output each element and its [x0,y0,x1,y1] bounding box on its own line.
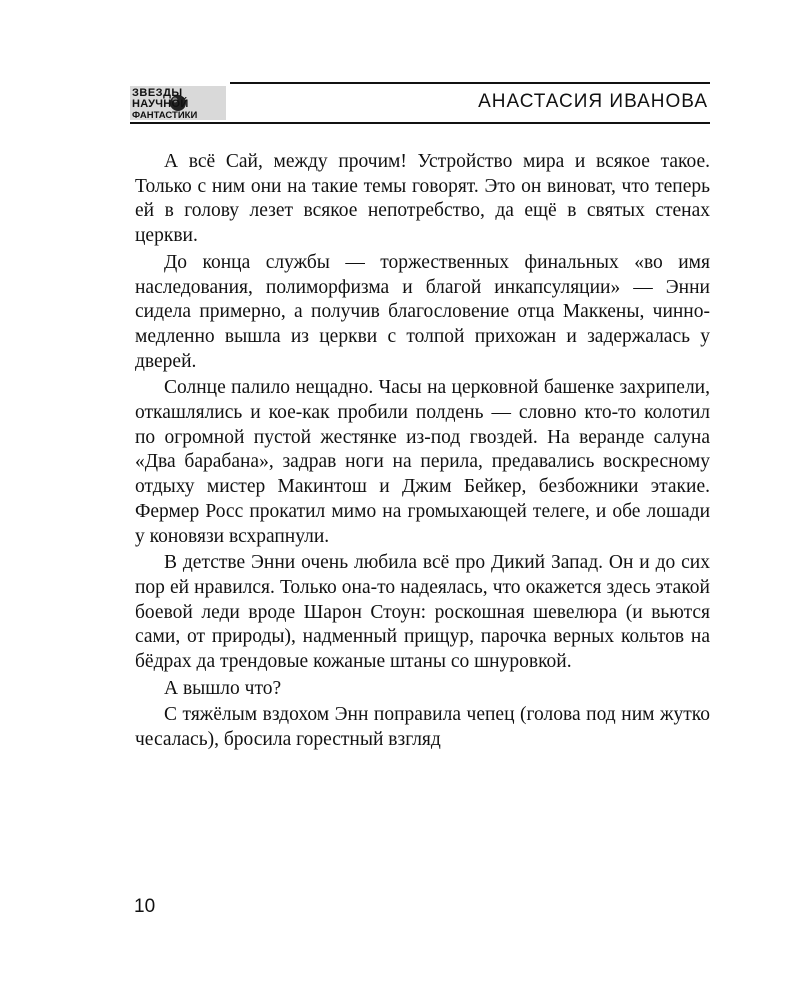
header-rule-top [230,82,710,84]
paragraph: В детстве Энни очень любила всё про Дикий Запад. Он и до сих пор ей нравился. Только она-то надеялась, что окажется здесь этакой боевой леди вроде Шарон Стоун: роскошная шевелюра (и вьются сами, от природы), надменный прищур, парочка верных кольтов на бёдрах да трендовые кожаные штаны со шнуровкой. [135,552,710,673]
paragraph: Солнце палило нещадно. Часы на церковной башенке захрипели, откашлялись и кое-как пробили полдень — словно кто-то колотил по огромной пустой жестянке из-под гвоздей. На веранде салуна «Два барабана», задрав ноги на перила, предавались воскресному отдыху мистер Макинтош и Джим Бейкер, безбожники этакие. Фермер Росс прокатил мимо на громыхающей телеге, и обе лошади у коновязи всхрапнули. [135,377,710,547]
body-text [135,150,710,755]
running-head-author: АНАСТАСИЯ ИВАНОВА [478,91,708,112]
series-logo [130,86,226,120]
page-header [130,82,710,126]
paragraph: С тяжёлым вздохом Энн поправила чепец (голова под ним жутко чесалась), бросила горестный взгляд [135,704,710,751]
paragraph: А вышло что? [164,677,282,699]
svg-text:НАУЧНОЙ: НАУЧНОЙ [132,98,189,110]
paragraph: До конца службы — торжественных финальных «во имя наследования, полиморфизма и благой инкапсуляции» — Энни сидела примерно, а получив благословение отца Маккены, чинно-медленно вышла из церкви с толпой прихожан и задержалась у дверей. [135,251,710,372]
svg-text:ФАНТАСТИКИ: ФАНТАСТИКИ [132,110,198,120]
paragraph: А всё Сай, между прочим! Устройство мира и всякое такое. Только с ним они на такие темы говорят. Это он виноват, что теперь ей в голову лезет всякое непотребство, да ещё в святых стенах церкви. [135,151,710,247]
header-rule-bottom [130,122,710,124]
svg-text:ЗВЕЗДЫ: ЗВЕЗДЫ [132,87,183,99]
page-number: 10 [134,896,156,917]
